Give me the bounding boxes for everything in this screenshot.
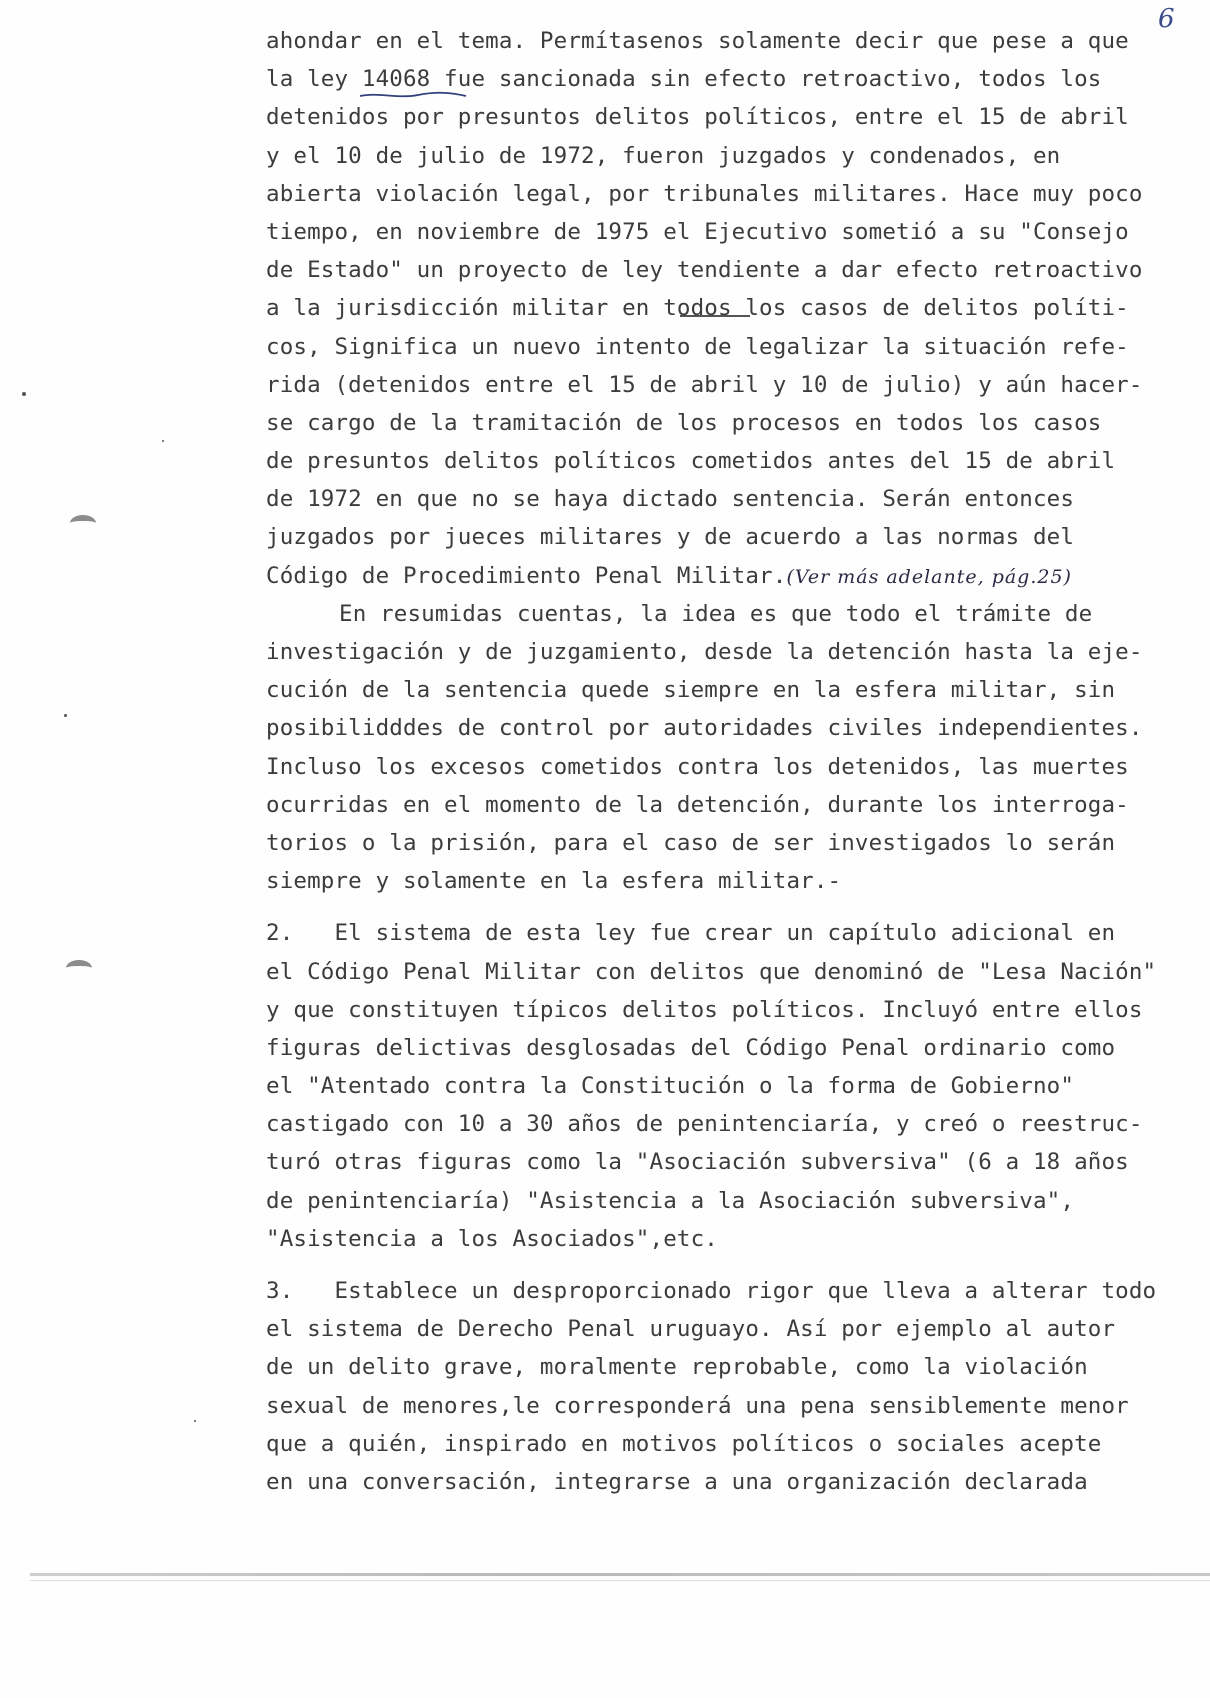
paragraph-line: torios o la prisión, para el caso de ser investigados lo serán bbox=[266, 829, 1116, 856]
paragraph-line: sexual de menores,le corresponderá una pena sensiblemente menor bbox=[266, 1392, 1129, 1419]
scan-speck bbox=[162, 440, 164, 442]
text-line: abierta violación legal, por tribunales militares. Hace muy poco bbox=[266, 180, 1143, 207]
typed-text-body bbox=[266, 22, 1186, 1501]
paragraph-line: de un delito grave, moralmente reprobable, como la violación bbox=[266, 1354, 1088, 1381]
text-line: de 1972 en que no se haya dictado sentencia. Serán entonces bbox=[266, 486, 1075, 513]
text-line: ahondar en el tema. Permítasenos solamente decir que pese a que bbox=[266, 28, 1129, 54]
text-line: y el 10 de julio de 1972, fueron juzgados y condenados, en bbox=[266, 142, 1061, 169]
paragraph-line: 3. Establece un desproporcionado rigor que lleva a alterar todo bbox=[266, 1278, 1157, 1304]
paragraph-line: En resumidas cuentas, la idea es que todo el trámite de bbox=[339, 600, 1093, 627]
handwritten-note: (Ver más adelante, pág.25) bbox=[786, 565, 1072, 588]
paragraph-line: cución de la sentencia quede siempre en la esfera militar, sin bbox=[266, 677, 1116, 704]
text-line: Código de Procedimiento Penal Militar. bbox=[266, 562, 787, 589]
scan-speck bbox=[22, 392, 26, 396]
paragraph-line: posibilidddes de control por autoridades civiles independientes. bbox=[266, 715, 1143, 742]
scan-speck bbox=[64, 714, 67, 717]
text-line: la ley 14068 fue sancionada sin efecto retroactivo, todos los bbox=[266, 66, 1102, 93]
text-line: rida (detenidos entre el 15 de abril y 10 de julio) y aún hacer- bbox=[266, 371, 1143, 398]
text-line: de Estado" un proyecto de ley tendiente a dar efecto retroactivo bbox=[266, 257, 1143, 284]
text-line: juzgados por jueces militares y de acuerdo a las normas del bbox=[266, 524, 1075, 551]
page-number: 6 bbox=[1158, 4, 1175, 34]
paragraph-line: "Asistencia a los Asociados",etc. bbox=[266, 1225, 718, 1252]
paragraph-line: y que constituyen típicos delitos políticos. Incluyó entre ellos bbox=[266, 996, 1143, 1023]
paragraph-line: Incluso los excesos cometidos contra los detenidos, las muertes bbox=[266, 753, 1129, 780]
paragraph-line: siempre y solamente en la esfera militar.- bbox=[266, 868, 842, 895]
text-line: se cargo de la tramitación de los procesos en todos los casos bbox=[266, 409, 1102, 436]
paragraph-line: el sistema de Derecho Penal uruguayo. Así por ejemplo al autor bbox=[266, 1316, 1116, 1343]
text-line-with-note bbox=[266, 557, 1186, 595]
scan-speck bbox=[194, 1420, 196, 1422]
text-line: detenidos por presuntos delitos políticos, entre el 15 de abril bbox=[266, 104, 1129, 131]
text-line: tiempo, en noviembre de 1975 el Ejecutivo sometió a su "Consejo bbox=[266, 218, 1129, 245]
punch-hole-mark bbox=[66, 960, 92, 976]
text-line: de presuntos delitos políticos cometidos antes del 15 de abril bbox=[266, 448, 1116, 475]
paragraph-gap bbox=[266, 900, 1186, 914]
text-line: a la jurisdicción militar en todos los casos de delitos políti- bbox=[266, 295, 1129, 322]
paragraph-line: que a quién, inspirado en motivos políticos o sociales acepte bbox=[266, 1430, 1102, 1457]
paragraph-line: ocurridas en el momento de la detención, durante los interroga- bbox=[266, 791, 1129, 818]
scan-edge-line bbox=[30, 1580, 1210, 1581]
text-line: cos, Significa un nuevo intento de legalizar la situación refe- bbox=[266, 333, 1129, 360]
paragraph-line: turó otras figuras como la "Asociación subversiva" (6 a 18 años bbox=[266, 1149, 1129, 1176]
scan-edge-line bbox=[30, 1573, 1210, 1576]
paragraph-line: de penintenciaría) "Asistencia a la Asociación subversiva", bbox=[266, 1187, 1075, 1214]
paragraph-line: castigado con 10 a 30 años de penintenciaría, y creó o reestruc- bbox=[266, 1111, 1143, 1138]
paragraph-line: 2. El sistema de esta ley fue crear un capítulo adicional en bbox=[266, 920, 1116, 947]
paragraph-line: investigación y de juzgamiento, desde la detención hasta la eje- bbox=[266, 639, 1143, 665]
paragraph-line: el "Atentado contra la Constitución o la forma de Gobierno" bbox=[266, 1073, 1075, 1100]
paragraph-line: el Código Penal Militar con delitos que denominó de "Lesa Nación" bbox=[266, 958, 1157, 985]
paragraph-gap bbox=[266, 1258, 1186, 1272]
paragraph-line: en una conversación, integrarse a una organización declarada bbox=[266, 1468, 1088, 1495]
punch-hole-mark bbox=[70, 515, 96, 531]
paragraph-line: figuras delictivas desglosadas del Código Penal ordinario como bbox=[266, 1034, 1116, 1061]
